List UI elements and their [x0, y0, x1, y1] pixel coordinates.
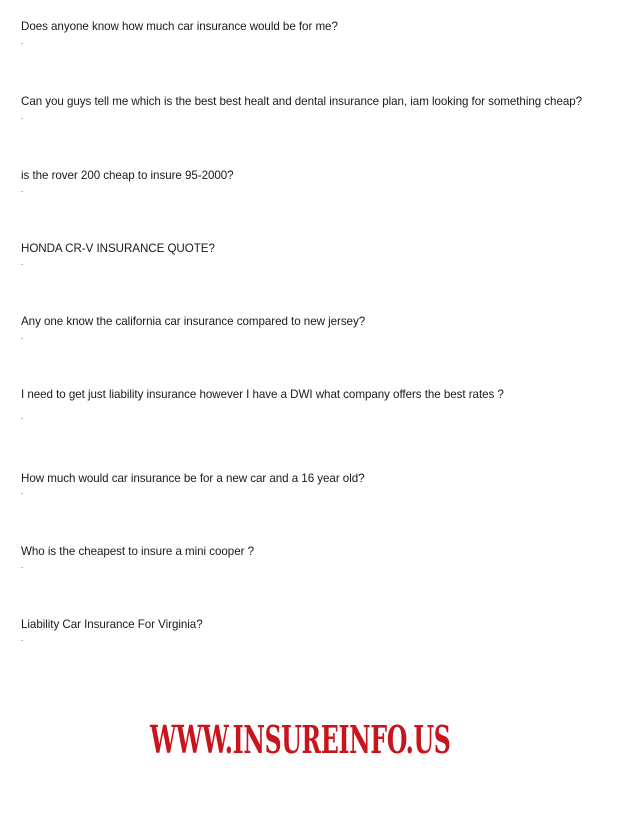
question-text: Liability Car Insurance For Virginia? [21, 618, 203, 631]
question-text: I need to get just liability insurance however I have a DWI what company offers the best rates ? [21, 388, 504, 401]
question-marker: . [21, 112, 24, 121]
question-marker: . [21, 561, 24, 570]
question-marker: . [21, 332, 24, 341]
question-text: Who is the cheapest to insure a mini cooper ? [21, 545, 254, 558]
question-marker: . [21, 37, 24, 46]
site-watermark: WWW.INSUREINFO.US [150, 717, 451, 762]
question-marker: . [21, 185, 24, 194]
question-text: Does anyone know how much car insurance would be for me? [21, 20, 338, 33]
question-marker: . [21, 634, 24, 643]
question-text: How much would car insurance be for a new car and a 16 year old? [21, 472, 365, 485]
question-text: is the rover 200 cheap to insure 95-2000? [21, 169, 234, 182]
question-text: Can you guys tell me which is the best best healt and dental insurance plan, iam looking for something cheap? [21, 95, 583, 108]
question-text: HONDA CR-V INSURANCE QUOTE? [21, 242, 215, 255]
question-text: Any one know the california car insurance compared to new jersey? [21, 315, 366, 328]
question-marker: . [21, 487, 24, 496]
question-marker: . [21, 258, 24, 267]
question-marker: . [21, 412, 24, 421]
